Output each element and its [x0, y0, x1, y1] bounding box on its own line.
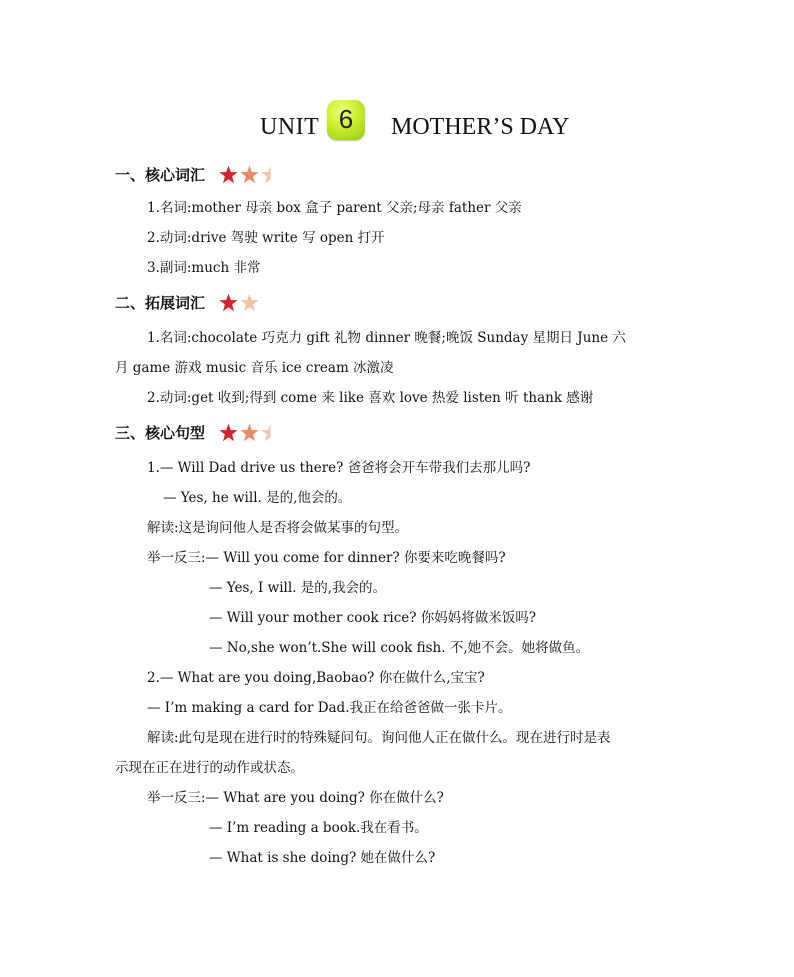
star-full-icon: [240, 165, 259, 184]
sentence-1-explanation: 解读:这是询问他人是否将会做某事的句型。: [147, 520, 409, 536]
sentence-2-explanation-cont: 示现在正在进行的动作或状态。: [115, 760, 304, 776]
sentence-2-example-q1: 举一反三:— What are you doing? 你在做什么?: [147, 790, 444, 806]
sentence-2-question: 2.— What are you doing,Baobao? 你在做什么,宝宝?: [147, 670, 485, 686]
star-half-icon: [261, 165, 280, 184]
sentence-1-example-a2: — No,she won’t.She will cook fish. 不,她不会。她将做鱼。: [209, 640, 590, 656]
star-half-icon: [261, 423, 280, 442]
unit-number-badge: 6: [327, 100, 365, 140]
core-vocab-nouns: 1.名词:mother 母亲 box 盒子 parent 父亲;母亲 father 父亲: [147, 200, 522, 216]
section-heading-text: 二、拓展词汇: [115, 293, 206, 312]
star-full-icon: [219, 293, 238, 312]
sentence-2-example-q2: — What is she doing? 她在做什么?: [209, 850, 436, 866]
unit-label: UNIT: [260, 114, 320, 140]
sentence-2-example-a1: — I’m reading a book.我在看书。: [209, 820, 428, 836]
star-full-icon: [240, 423, 259, 442]
section-heading-core-sentences: [115, 420, 282, 444]
sentence-2-explanation: 解读:此句是现在进行时的特殊疑问句。询问他人正在做什么。现在进行时是表: [147, 730, 611, 746]
sentence-1-example-q1: 举一反三:— Will you come for dinner? 你要来吃晚餐吗?: [147, 550, 506, 566]
star-half-icon: [240, 293, 259, 312]
core-vocab-adverbs: 3.副词:much 非常: [147, 260, 261, 276]
extended-vocab-nouns: 1.名词:chocolate 巧克力 gift 礼物 dinner 晚餐;晚饭 Sunday 星期日 June 六: [147, 330, 626, 346]
star-full-icon: [219, 165, 238, 184]
sentence-1-example-q2: — Will your mother cook rice? 你妈妈将做米饭吗?: [209, 610, 537, 626]
sentence-1-question: 1.— Will Dad drive us there? 爸爸将会开车带我们去那儿吗?: [147, 460, 531, 476]
section-heading-text: 一、核心词汇: [115, 165, 206, 184]
difficulty-stars: [219, 293, 261, 312]
unit-title: [0, 100, 794, 148]
core-vocab-verbs: 2.动词:drive 驾驶 write 写 open 打开: [147, 230, 385, 246]
extended-vocab-verbs: 2.动词:get 收到;得到 come 来 like 喜欢 love 热爱 listen 听 thank 感谢: [147, 390, 594, 406]
difficulty-stars: [219, 423, 282, 442]
sentence-1-example-a1: — Yes, I will. 是的,我会的。: [209, 580, 387, 596]
sentence-1-answer: — Yes, he will. 是的,他会的。: [163, 490, 352, 506]
section-heading-extended-vocab: [115, 290, 261, 314]
section-heading-text: 三、核心句型: [115, 423, 206, 442]
section-heading-core-vocab: [115, 162, 282, 186]
difficulty-stars: [219, 165, 282, 184]
star-full-icon: [219, 423, 238, 442]
extended-vocab-nouns-cont: 月 game 游戏 music 音乐 ice cream 冰激凌: [115, 360, 394, 376]
unit-subtitle: MOTHER’S DAY: [391, 114, 570, 140]
sentence-2-answer: — I’m making a card for Dad.我正在给爸爸做一张卡片。: [147, 700, 512, 716]
